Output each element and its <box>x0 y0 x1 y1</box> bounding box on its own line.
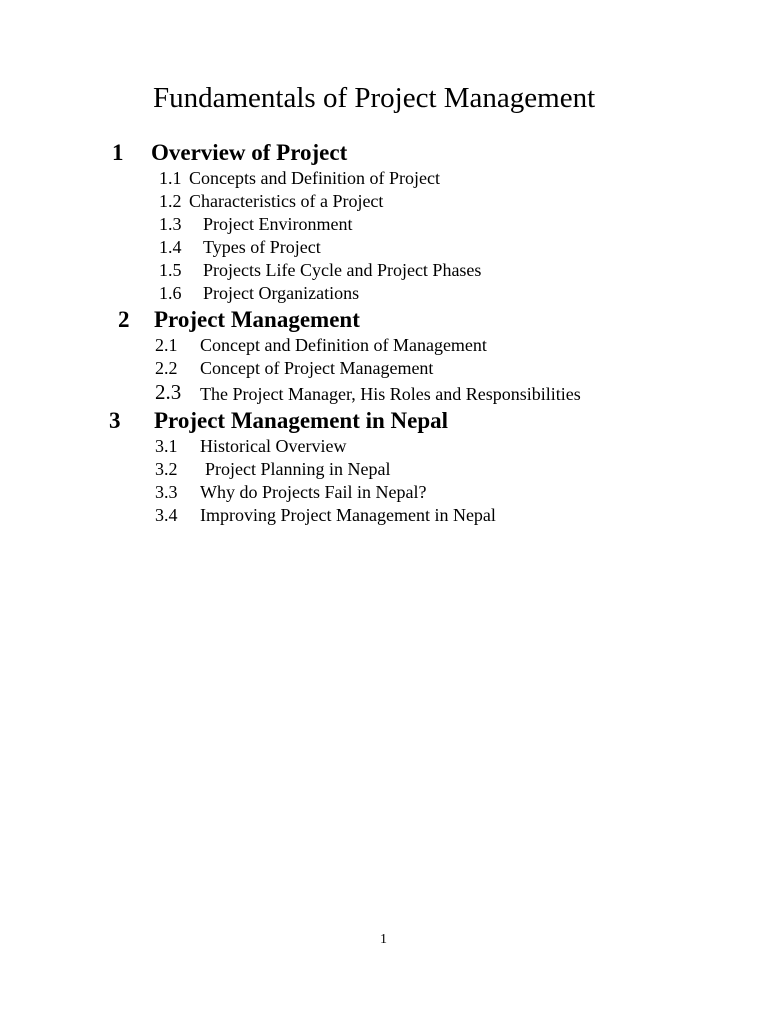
item-1-2-number: 1.2 <box>159 191 182 211</box>
item-3-4-number: 3.4 <box>155 505 178 525</box>
item-1-5-number: 1.5 <box>159 260 182 280</box>
item-1-3-number: 1.3 <box>159 214 182 234</box>
item-3-2-text: Project Planning in Nepal <box>205 459 391 479</box>
item-1-5-text: Projects Life Cycle and Project Phases <box>203 260 482 280</box>
section-2-title: Project Management <box>154 307 360 332</box>
item-3-2-number: 3.2 <box>155 459 178 479</box>
section-1-title: Overview of Project <box>151 140 348 165</box>
item-1-4-text: Types of Project <box>203 237 321 257</box>
item-2-1-text: Concept and Definition of Management <box>200 335 487 355</box>
item-3-3-text: Why do Projects Fail in Nepal? <box>200 482 427 502</box>
item-1-2-text: Characteristics of a Project <box>189 191 384 211</box>
item-1-6-text: Project Organizations <box>203 283 360 303</box>
section-1-number: 1 <box>112 140 124 165</box>
item-3-4-text: Improving Project Management in Nepal <box>200 505 496 525</box>
item-2-2-number: 2.2 <box>155 358 178 378</box>
page-title: Fundamentals of Project Management <box>153 82 596 114</box>
item-1-3-text: Project Environment <box>203 214 353 234</box>
item-3-3-number: 3.3 <box>155 482 178 502</box>
section-3-title: Project Management in Nepal <box>154 408 449 433</box>
section-2-number: 2 <box>118 307 130 332</box>
section-3-number: 3 <box>109 408 121 433</box>
page-number: 1 <box>380 932 387 947</box>
item-2-3-number: 2.3 <box>155 380 182 404</box>
item-2-3-text: The Project Manager, His Roles and Responsibilities <box>200 384 581 404</box>
item-2-1-number: 2.1 <box>155 335 178 355</box>
item-1-1-text: Concepts and Definition of Project <box>189 168 440 188</box>
item-1-6-number: 1.6 <box>159 283 182 303</box>
item-1-4-number: 1.4 <box>159 237 182 257</box>
item-3-1-text: Historical Overview <box>200 436 347 456</box>
item-3-1-number: 3.1 <box>155 436 178 456</box>
item-1-1-number: 1.1 <box>159 168 182 188</box>
item-2-2-text: Concept of Project Management <box>200 358 434 378</box>
